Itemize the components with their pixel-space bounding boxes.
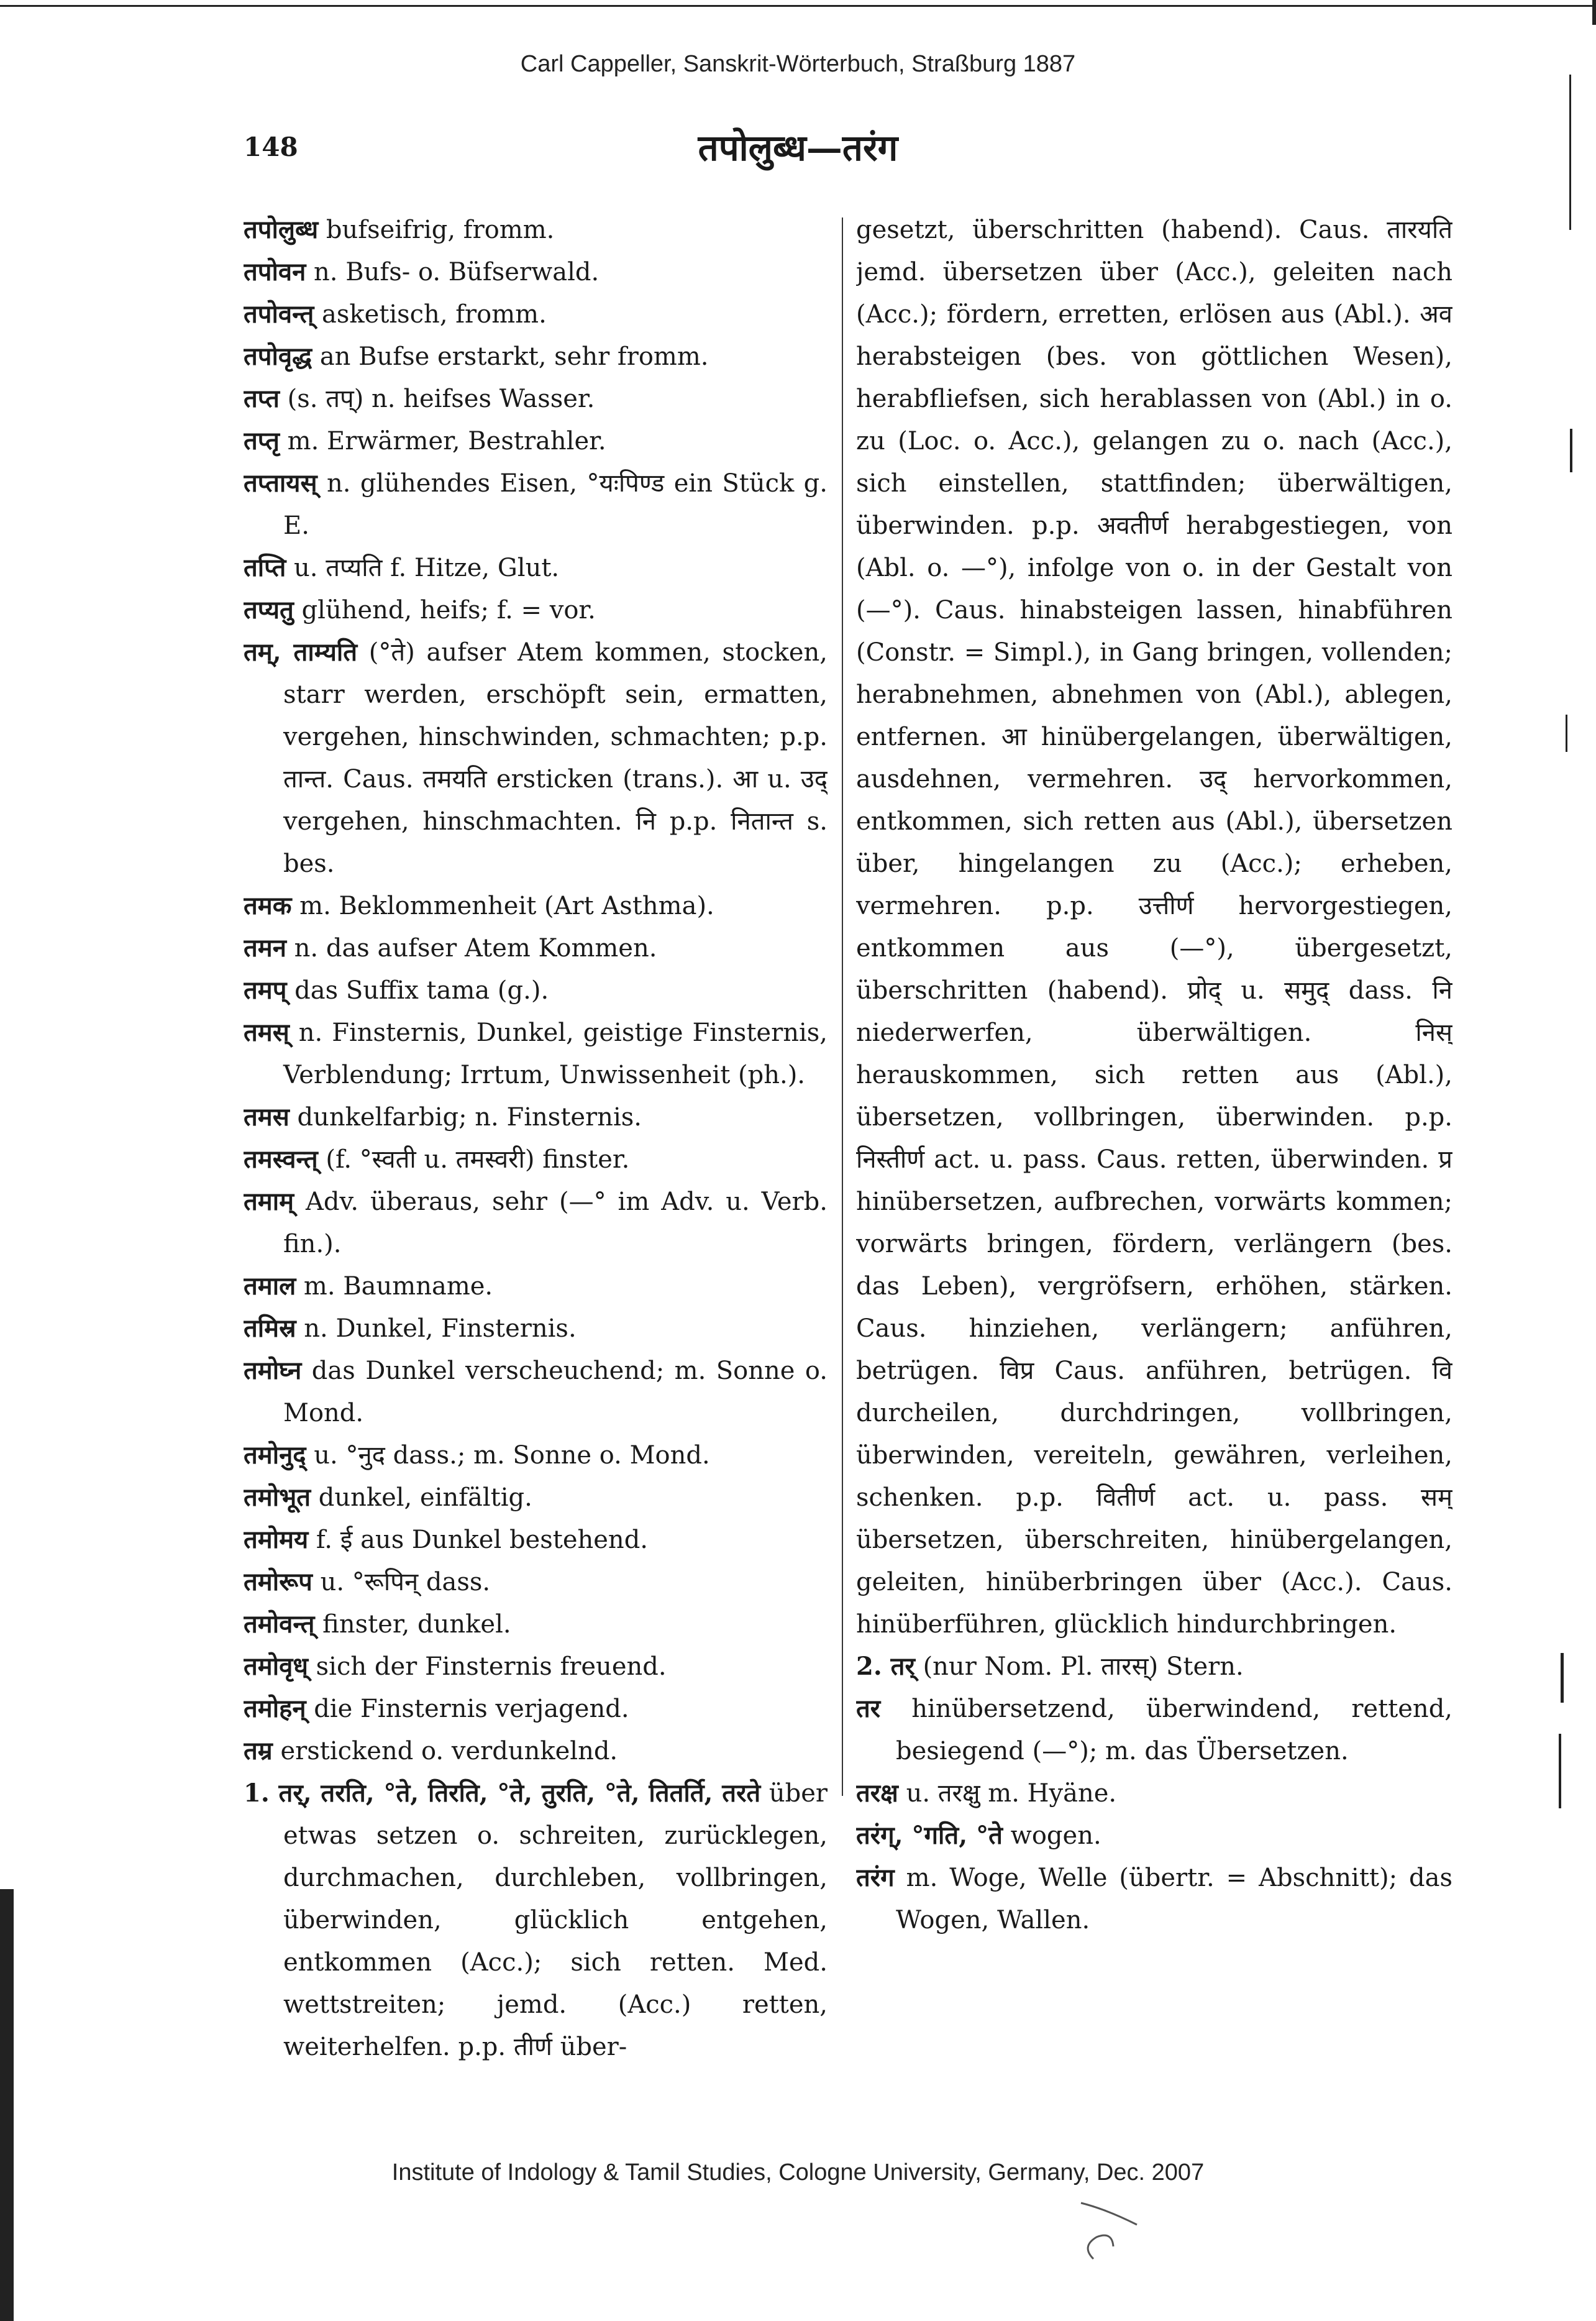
dictionary-entry [856, 1857, 1452, 1941]
entry-definition: dunkel, einfältig. [318, 1483, 532, 1512]
entry-headword: तमोमय [244, 1525, 309, 1554]
dictionary-entry [244, 1012, 828, 1096]
pencil-scribble-icon [1069, 2191, 1156, 2265]
entry-definition: sich der Finsternis freuend. [316, 1652, 667, 1681]
entry-definition: asketisch, fromm. [321, 300, 547, 329]
dictionary-entry [244, 336, 828, 378]
dictionary-entry [244, 251, 828, 293]
dictionary-entry [244, 209, 828, 251]
dictionary-entry [244, 1138, 828, 1181]
entry-definition: über etwas setzen o. schreiten, zurücklegen, durchmachen, durchleben, vollbringen, überwinden, glücklich entgehen, entkommen (Acc.); sich retten. Med. wettstreiten; jemd. (Acc.) retten, weiterhelfen. p.p. तीर्ण über- [283, 1779, 828, 2061]
entry-definition: n. Finsternis, Dunkel, geistige Finsternis, Verblendung; Irrtum, Unwissenheit (ph.). [283, 1019, 828, 1089]
entry-headword: तपोवन्त् [244, 300, 314, 329]
entry-headword: तम्, ताम्यति [244, 638, 358, 667]
entry-headword: तमाम् [244, 1187, 294, 1216]
entry-definition: (s. तप्) n. heifses Wasser. [287, 385, 595, 413]
page-number: 148 [244, 132, 298, 162]
dictionary-entry [856, 1772, 1452, 1815]
entry-headword: तप्तायस् [244, 469, 317, 498]
entry-definition: (f. °स्वती u. तमस्वरी) finster. [326, 1145, 630, 1174]
entry-definition: u. °रूपिन् dass. [320, 1568, 491, 1596]
entry-headword: तमिस्र [244, 1314, 296, 1343]
entry-headword: तमस् [244, 1018, 290, 1047]
scan-margin-mark [1566, 715, 1567, 752]
entry-definition: erstickend o. verdunkelnd. [280, 1737, 618, 1765]
entry-headword: तमस [244, 1102, 290, 1132]
entry-headword: तप्यतु [244, 595, 294, 625]
scan-margin-mark [1569, 75, 1571, 230]
dictionary-entry [244, 1603, 828, 1646]
entry-definition: (nur Nom. Pl. तारस्) Stern. [923, 1652, 1244, 1681]
footer-credit: Institute of Indology & Tamil Studies, Cologne University, Germany, Dec. 2007 [391, 2159, 1205, 2186]
dictionary-entry [244, 1434, 828, 1476]
entry-headword: तमोवन्त् [244, 1609, 315, 1639]
entry-headword: तमप् [244, 976, 287, 1005]
entry-headword: 2. तर् [856, 1652, 915, 1681]
dictionary-entry [244, 1265, 828, 1307]
dictionary-entry [244, 1646, 828, 1688]
dictionary-entry [244, 1181, 828, 1265]
entry-definition: das Suffix tama (g.). [294, 976, 549, 1005]
entry-headword: तमस्वन्त् [244, 1145, 318, 1174]
entry-headword: तमोहन् [244, 1694, 306, 1723]
entry-headword: तपोलुब्ध [244, 215, 319, 244]
dictionary-entry [856, 1688, 1452, 1772]
entry-definition: hinübersetzend, überwindend, rettend, besiegend (—°); m. das Übersetzen. [896, 1695, 1452, 1765]
entry-definition: m. Baumname. [303, 1272, 493, 1301]
dictionary-entry [856, 1646, 1452, 1688]
entry-headword: तरक्ष [856, 1779, 898, 1808]
running-head: तपोलुब्ध—तरंग [698, 127, 898, 169]
entry-headword: तप्तृ [244, 426, 280, 456]
dictionary-entry [244, 420, 828, 462]
entry-headword: तमोवृध् [244, 1652, 308, 1681]
scan-margin-mark [1559, 1734, 1561, 1808]
entry-headword: तमोरूप [244, 1567, 312, 1596]
dictionary-entry [244, 1307, 828, 1350]
dictionary-entry [244, 1688, 828, 1730]
dictionary-entry [244, 927, 828, 969]
entry-definition: n. Dunkel, Finsternis. [304, 1314, 577, 1343]
entry-definition: u. तरक्षु m. Hyäne. [906, 1779, 1117, 1808]
column-divider [842, 217, 843, 1796]
entry-headword: तमोनुद् [244, 1440, 306, 1470]
dictionary-entry [244, 1561, 828, 1603]
dictionary-entry [244, 1476, 828, 1519]
top-rule-edge [1592, 0, 1596, 25]
left-column [244, 209, 828, 2123]
entry-definition: n. glühendes Eisen, °यःपिण्ड ein Stück g. E. [283, 469, 828, 540]
scan-margin-mark [0, 1889, 14, 2321]
scan-margin-mark [1561, 1653, 1564, 1703]
dictionary-entry [244, 885, 828, 927]
dictionary-entry [244, 1772, 828, 2068]
entry-definition: m. Woge, Welle (übertr. = Abschnitt); das Wogen, Wallen. [896, 1864, 1452, 1934]
entry-definition: bufseifrig, fromm. [326, 216, 555, 244]
entry-definition: die Finsternis verjagend. [314, 1695, 629, 1723]
entry-headword: तमोघ्न [244, 1356, 302, 1385]
dictionary-entry [244, 547, 828, 589]
entry-definition: m. Erwärmer, Bestrahler. [287, 427, 606, 456]
entry-definition: f. ई aus Dunkel bestehend. [316, 1526, 649, 1554]
dictionary-entry [244, 969, 828, 1012]
entry-headword: तर [856, 1694, 881, 1723]
top-rule [0, 5, 1596, 7]
entry-definition: finster, dunkel. [322, 1610, 511, 1639]
entry-definition: an Bufse erstarkt, sehr fromm. [319, 342, 709, 371]
dictionary-entry [244, 1096, 828, 1138]
dictionary-entry [244, 631, 828, 885]
right-column [856, 209, 1452, 2123]
dictionary-entry [244, 462, 828, 547]
entry-definition: u. °नुद dass.; m. Sonne o. Mond. [314, 1441, 710, 1470]
scan-margin-mark [1570, 429, 1572, 472]
dictionary-entry [856, 209, 1452, 1646]
entry-headword: तमोभूत [244, 1483, 311, 1512]
entry-headword: तमाल [244, 1271, 296, 1301]
entry-definition: Adv. überaus, sehr (—° im Adv. u. Verb. fin.). [283, 1188, 828, 1258]
entry-definition: wogen. [1010, 1821, 1101, 1850]
entry-headword: तम्र [244, 1736, 273, 1765]
dictionary-entry [244, 293, 828, 336]
source-credit: Carl Cappeller, Sanskrit-Wörterbuch, Straßburg 1887 [520, 51, 1076, 77]
entry-definition: gesetzt, überschritten (habend). Caus. तारयति jemd. übersetzen über (Acc.), geleiten nach (Acc.); fördern, erretten, erlösen aus (Abl.). अव herabsteigen (bes. von göttlichen Wesen), herabfliefsen, sich herablassen von (Abl.) in o. zu (Loc. o. Acc.), gelangen zu o. nach (Acc.), sich einstellen, stattfinden; überwältigen, überwinden. p.p. अवतीर्ण herabgestiegen, von (Abl. o. —°), infolge von o. in der Gestalt von (—°). Caus. hinabsteigen lassen, hinabführen (Constr. = Simpl.), in Gang bringen, vollenden; herabnehmen, abnehmen von (Abl.), ablegen, entfernen. आ hinübergelangen, überwältigen, ausdehnen, vermehren. उद् hervorkommen, entkommen, sich retten aus (Abl.), übersetzen über, hingelangen zu (Acc.); erheben, vermehren. p.p. उत्तीर्ण hervorgestiegen, entkommen aus (—°), übergesetzt, überschritten (habend). प्रोद् u. समुद् dass. नि niederwerfen, überwältigen. निस् herauskommen, sich retten aus (Abl.), übersetzen, vollbringen, überwinden. p.p. निस्तीर्ण act. u. pass. Caus. retten, überwinden. प्र hinübersetzen, aufbrechen, vorwärts kommen; vorwärts bringen, fördern, verlängern (bes. das Leben), vergröfsern, erhöhen, stärken. Caus. hinziehen, verlängern; anführen, betrügen. विप्र Caus. anführen, betrügen. वि durcheilen, durchdringen, vollbringen, überwinden, vereiteln, gewähren, verleihen, schenken. p.p. वितीर्ण act. u. pass. सम् übersetzen, überschreiten, hinübergelangen, geleiten, hinüberbringen über (Acc.). Caus. hinüberführen, glücklich hindurchbringen. [856, 216, 1452, 1639]
dictionary-entry [856, 1815, 1452, 1857]
dictionary-entry [244, 1519, 828, 1561]
entry-definition: m. Beklommenheit (Art Asthma). [299, 892, 714, 920]
entry-headword: तप्त [244, 384, 280, 413]
entry-headword: तप्ति [244, 553, 286, 582]
entry-headword: तमक [244, 891, 292, 920]
entry-headword: तपोवृद्ध [244, 342, 312, 371]
dictionary-entry [244, 589, 828, 631]
entry-definition: (°ते) aufser Atem kommen, stocken, starr werden, erschöpft sein, ermatten, vergehen, hinschwinden, schmachten; p.p. तान्त. Caus. तमयति ersticken (trans.). आ u. उद् vergehen, hinschmachten. नि p.p. नितान्त s. bes. [283, 638, 828, 878]
dictionary-entry [244, 378, 828, 420]
entry-definition: das Dunkel verscheuchend; m. Sonne o. Mond. [283, 1357, 828, 1427]
entry-headword: तरंग्, °गति, °ते [856, 1821, 1003, 1850]
entry-headword: तपोवन [244, 257, 306, 286]
entry-headword: 1. तर्, तरति, °ते, तिरति, °ते, तुरति, °ते, तितर्ति, तरते [244, 1779, 761, 1808]
entry-definition: n. das aufser Atem Kommen. [294, 934, 657, 963]
entry-headword: तमन [244, 933, 286, 963]
dictionary-entry [244, 1350, 828, 1434]
entry-definition: glühend, heifs; f. = vor. [301, 596, 596, 625]
dictionary-entry [244, 1730, 828, 1772]
entry-definition: dunkelfarbig; n. Finsternis. [297, 1103, 642, 1132]
entry-definition: u. तप्यति f. Hitze, Glut. [294, 554, 560, 582]
entry-headword: तरंग [856, 1863, 895, 1892]
entry-definition: n. Bufs- o. Büfserwald. [314, 258, 600, 286]
